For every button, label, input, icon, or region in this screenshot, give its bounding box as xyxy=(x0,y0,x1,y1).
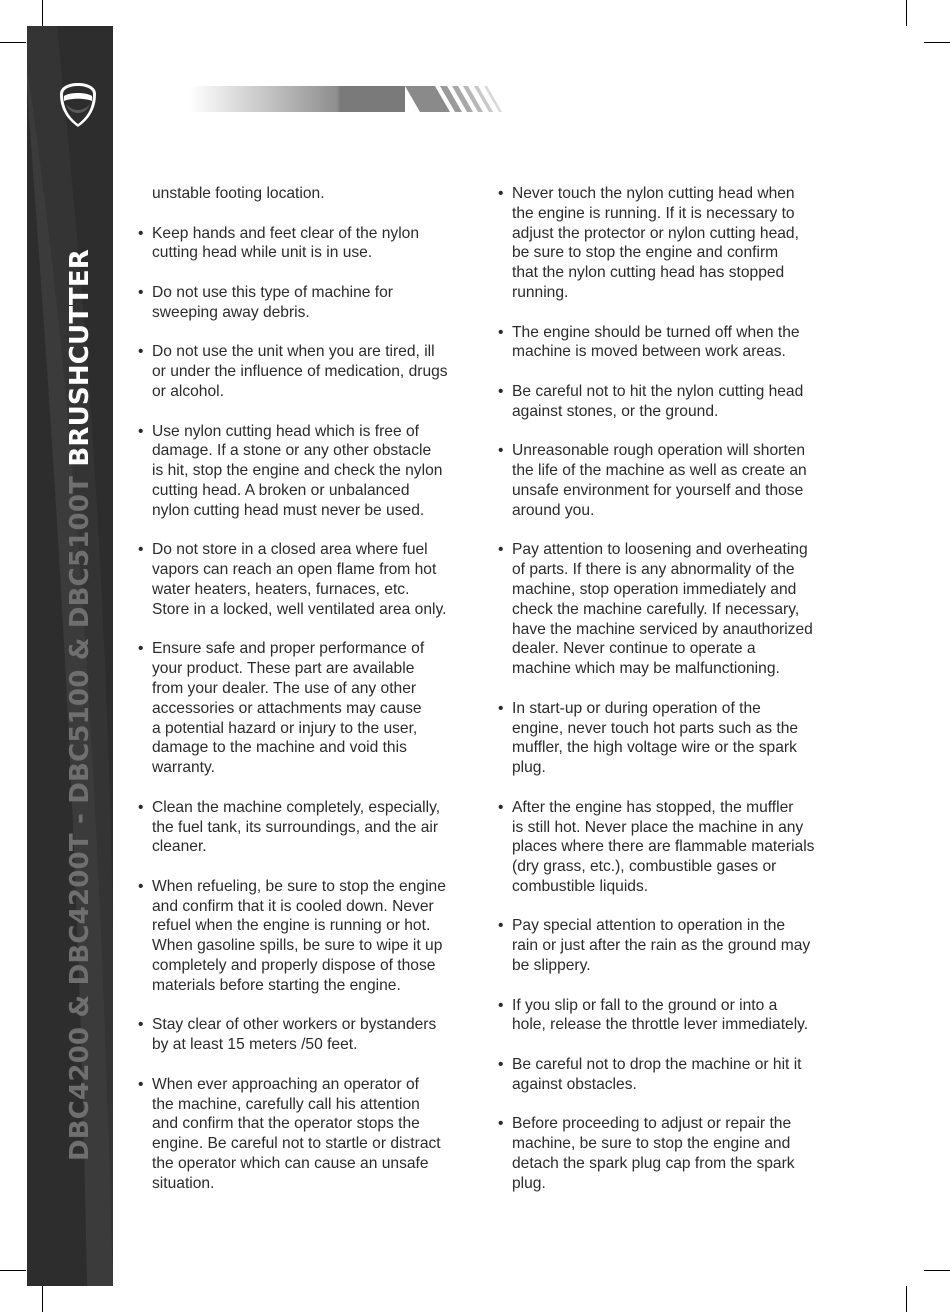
crop-mark xyxy=(0,1270,26,1271)
safety-list-item xyxy=(138,283,478,323)
safety-list-item xyxy=(498,540,838,679)
bullet-icon: • xyxy=(498,541,504,559)
bullet-icon: • xyxy=(498,699,504,717)
crop-mark xyxy=(924,42,950,43)
safety-item-text: If you slip or fall to the ground or into a hole, release the throttle lever immediately. xyxy=(512,996,809,1034)
ducati-logo-icon xyxy=(58,82,98,128)
sidebar-model-names: DBC4200 & DBC4200T - DBC5100 & DBC5100T xyxy=(65,475,95,1162)
bullet-icon: • xyxy=(138,1016,144,1034)
crop-mark xyxy=(0,42,26,43)
safety-list-item xyxy=(138,1015,478,1055)
safety-list-item xyxy=(138,1075,478,1194)
bullet-icon: • xyxy=(498,1115,504,1133)
bullet-icon: • xyxy=(498,382,504,400)
left-column xyxy=(138,184,478,1213)
bullet-icon: • xyxy=(138,1075,144,1093)
crop-mark xyxy=(42,1286,43,1312)
safety-list-item xyxy=(138,224,478,264)
bullet-icon: • xyxy=(498,996,504,1014)
safety-item-text: Do not use the unit when you are tired, ill or under the influence of medication, drugs or alcohol. xyxy=(152,343,448,400)
safety-item-text: After the engine has stopped, the muffler is still hot. Never place the machine in any places where there are flammable materials (dry grass, etc.), combustible gases or combustible liquids. xyxy=(512,798,815,895)
crop-mark xyxy=(42,0,43,26)
bullet-icon: • xyxy=(498,323,504,341)
safety-list-item xyxy=(138,798,478,857)
bullet-icon: • xyxy=(138,877,144,895)
safety-item-text: The engine should be turned off when the machine is moved between work areas. xyxy=(512,323,800,361)
safety-list-item xyxy=(498,996,838,1036)
bullet-icon: • xyxy=(498,798,504,816)
bullet-icon: • xyxy=(138,343,144,361)
safety-item-text: Ensure safe and proper performance of your product. These part are available from your dealer. The use of any other accessories or attachments may cause a potential hazard or injury to the user, damage to the machine and void this warranty. xyxy=(152,640,425,777)
bullet-icon: • xyxy=(498,185,504,202)
safety-item-text: When refueling, be sure to stop the engine and confirm that it is cooled down. Never refuel when the engine is running or hot. When gasoline spills, be sure to wipe it up completely and properly dispose of those materials before starting the engine. xyxy=(152,877,446,994)
bullet-icon: • xyxy=(138,422,144,440)
safety-item-text: Pay special attention to operation in the rain or just after the rain as the ground may be slippery. xyxy=(512,917,811,975)
crop-mark xyxy=(906,0,907,26)
safety-list-item xyxy=(498,1055,838,1095)
safety-list-item xyxy=(138,422,478,521)
safety-item-text: Do not store in a closed area where fuel vapors can reach an open flame from hot water heaters, heaters, furnaces, etc. Store in a locked, well ventilated area only. xyxy=(152,541,447,618)
crop-mark xyxy=(924,1270,950,1271)
safety-item-text: Unreasonable rough operation will shorten the life of the machine as well as create an unsafe environment for yourself and those around you. xyxy=(512,442,807,519)
safety-item-text: Keep hands and feet clear of the nylon cutting head while unit is in use. xyxy=(152,224,420,262)
continuation-text: unstable footing location. xyxy=(152,185,325,202)
right-column xyxy=(498,184,838,1213)
bullet-icon: • xyxy=(498,442,504,460)
safety-list-item xyxy=(498,184,838,303)
safety-item-text: Be careful not to hit the nylon cutting head against stones, or the ground. xyxy=(512,382,804,420)
safety-list-item xyxy=(498,323,838,363)
safety-item-text: Stay clear of other workers or bystanders by at least 15 meters /50 feet. xyxy=(152,1016,437,1054)
bullet-icon: • xyxy=(138,224,144,242)
safety-list-item xyxy=(138,540,478,619)
sidebar-product-title xyxy=(65,249,95,1161)
safety-item-text: Do not use this type of machine for sweeping away debris. xyxy=(152,283,393,321)
safety-item-text: Clean the machine completely, especially, the fuel tank, its surroundings, and the air cleaner. xyxy=(152,798,441,856)
bullet-icon: • xyxy=(498,1056,504,1074)
safety-list-item xyxy=(138,877,478,996)
safety-item-text: When ever approaching an operator of the machine, carefully call his attention and confirm that the operator stops the engine. Be careful not to startle or distract the operator which can cause an unsafe situation. xyxy=(152,1075,441,1192)
crop-mark xyxy=(906,1286,907,1312)
safety-list-item xyxy=(498,1114,838,1193)
safety-list-item xyxy=(498,441,838,520)
safety-list-item xyxy=(498,916,838,975)
safety-item-text: Use nylon cutting head which is free of damage. If a stone or any other obstacle is hit, stop the engine and check the nylon cutting head. A broken or unbalanced nylon cutting head must never be used. xyxy=(152,422,443,519)
safety-list-item xyxy=(498,382,838,422)
bullet-icon: • xyxy=(138,798,144,816)
safety-item-text: Never touch the nylon cutting head when the engine is running. If it is necessary to adjust the protector or nylon cutting head, be sure to stop the engine and confirm that the nylon cutting head has stopped running. xyxy=(512,185,799,301)
bullet-icon: • xyxy=(138,283,144,301)
sidebar-product-name: BRUSHCUTTER xyxy=(65,248,95,467)
bullet-icon: • xyxy=(138,640,144,658)
safety-item-text: Be careful not to drop the machine or hit it against obstacles. xyxy=(512,1056,802,1093)
safety-item-text: In start-up or during operation of the engine, never touch hot parts such as the muffler, the high voltage wire or the spark plug. xyxy=(512,699,799,777)
safety-list-item xyxy=(498,699,838,778)
safety-list-item xyxy=(498,798,838,897)
header-gradient-bar xyxy=(190,86,510,112)
safety-item-text: Pay attention to loosening and overheating of parts. If there is any abnormality of the machine, stop operation immediately and check the machine carefully. If necessary, have the machine serviced by anauthorized dealer. Never continue to operate a machine which may be malfunctioning. xyxy=(512,541,813,678)
bullet-icon: • xyxy=(498,917,504,935)
safety-list-item xyxy=(138,342,478,401)
bullet-icon: • xyxy=(138,541,144,559)
safety-item-text: Before proceeding to adjust or repair the machine, be sure to stop the engine and detach the spark plug cap from the spark plug. xyxy=(512,1115,795,1192)
safety-list-item xyxy=(138,639,478,778)
